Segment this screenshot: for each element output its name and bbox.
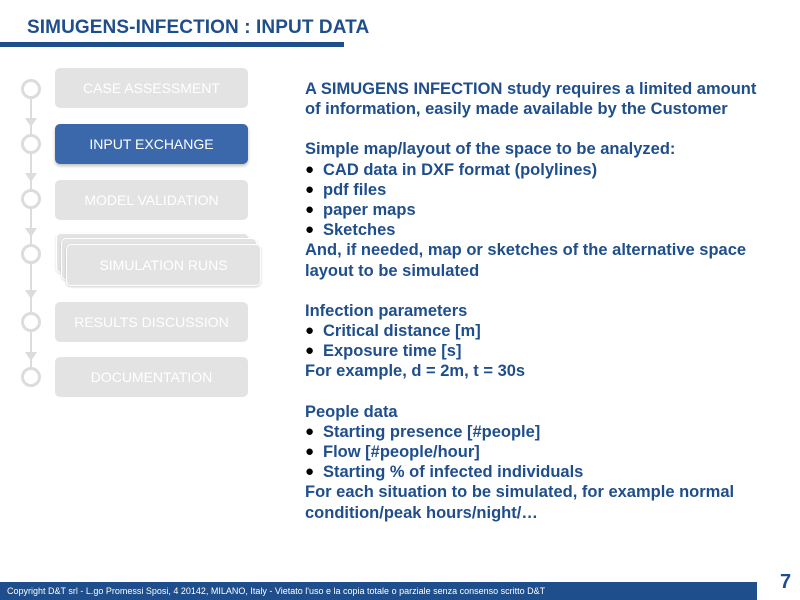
bullet-icon: ● (305, 221, 315, 239)
map-heading: Simple map/layout of the space to be analyzed: (305, 140, 676, 159)
process-arrow-3 (25, 228, 37, 237)
bullet-icon: ● (305, 180, 315, 198)
list-item: ● Sketches (305, 221, 396, 240)
bullet-icon: ● (305, 463, 315, 481)
infection-heading: Infection parameters (305, 301, 468, 320)
list-item: ● Starting presence [#people] (305, 422, 541, 441)
map-section (305, 139, 775, 280)
list-item: ● Flow [#people/hour] (305, 443, 480, 462)
process-node-6 (21, 367, 41, 387)
infection-section (305, 301, 775, 382)
list-item: ● pdf files (305, 180, 387, 199)
bullet-icon: ● (305, 201, 315, 219)
process-arrow-5 (25, 352, 37, 361)
bullet-icon: ● (305, 322, 315, 340)
process-arrow-2 (25, 173, 37, 182)
process-arrow-1 (25, 118, 37, 127)
people-note: For each situation to be simulated, for example normal condition/peak hours/night/… (305, 483, 735, 522)
process-node-4 (21, 244, 41, 264)
bullet-icon: ● (305, 160, 315, 178)
map-note: And, if needed, map or sketches of the alternative space layout to be simulated (305, 241, 747, 280)
content-body (305, 79, 775, 543)
infection-note: For example, d = 2m, t = 30s (305, 362, 526, 381)
process-node-3 (21, 189, 41, 209)
list-item: ● Starting % of infected individuals (305, 463, 584, 482)
copyright-footer: Copyright D&T srl - L.go Promessi Sposi, 4 20142, MILANO, Italy - Vietato l'uso e la copia totale o parziale senza consenso scritto D&T (0, 582, 757, 600)
list-item: ● CAD data in DXF format (polylines) (305, 160, 598, 179)
process-arrow-4 (25, 290, 37, 299)
bullet-icon: ● (305, 342, 315, 360)
step-input-exchange[interactable]: INPUT EXCHANGE (55, 124, 248, 164)
process-node-5 (21, 312, 41, 332)
bullet-icon: ● (305, 443, 315, 461)
people-section (305, 402, 775, 523)
bullet-icon: ● (305, 422, 315, 440)
page-number: 7 (780, 571, 792, 593)
step-case-assessment[interactable]: CASE ASSESSMENT (55, 68, 248, 108)
list-item: ● paper maps (305, 201, 416, 220)
list-item: ● Exposure time [s] (305, 342, 462, 361)
step-documentation[interactable]: DOCUMENTATION (55, 357, 248, 397)
process-node-1 (21, 79, 41, 99)
title-underline (0, 42, 344, 47)
process-node-2 (21, 134, 41, 154)
page-title: SIMUGENS-INFECTION : INPUT DATA (27, 17, 370, 38)
list-item: ● Critical distance [m] (305, 322, 481, 341)
people-heading: People data (305, 402, 398, 421)
step-simulation-runs[interactable]: SIMULATION RUNS (66, 244, 261, 286)
step-results-discussion[interactable]: RESULTS DISCUSSION (55, 302, 248, 342)
step-model-validation[interactable]: MODEL VALIDATION (55, 180, 248, 220)
intro-paragraph: A SIMUGENS INFECTION study requires a limited amount of information, easily made available by the Customer (305, 80, 757, 119)
